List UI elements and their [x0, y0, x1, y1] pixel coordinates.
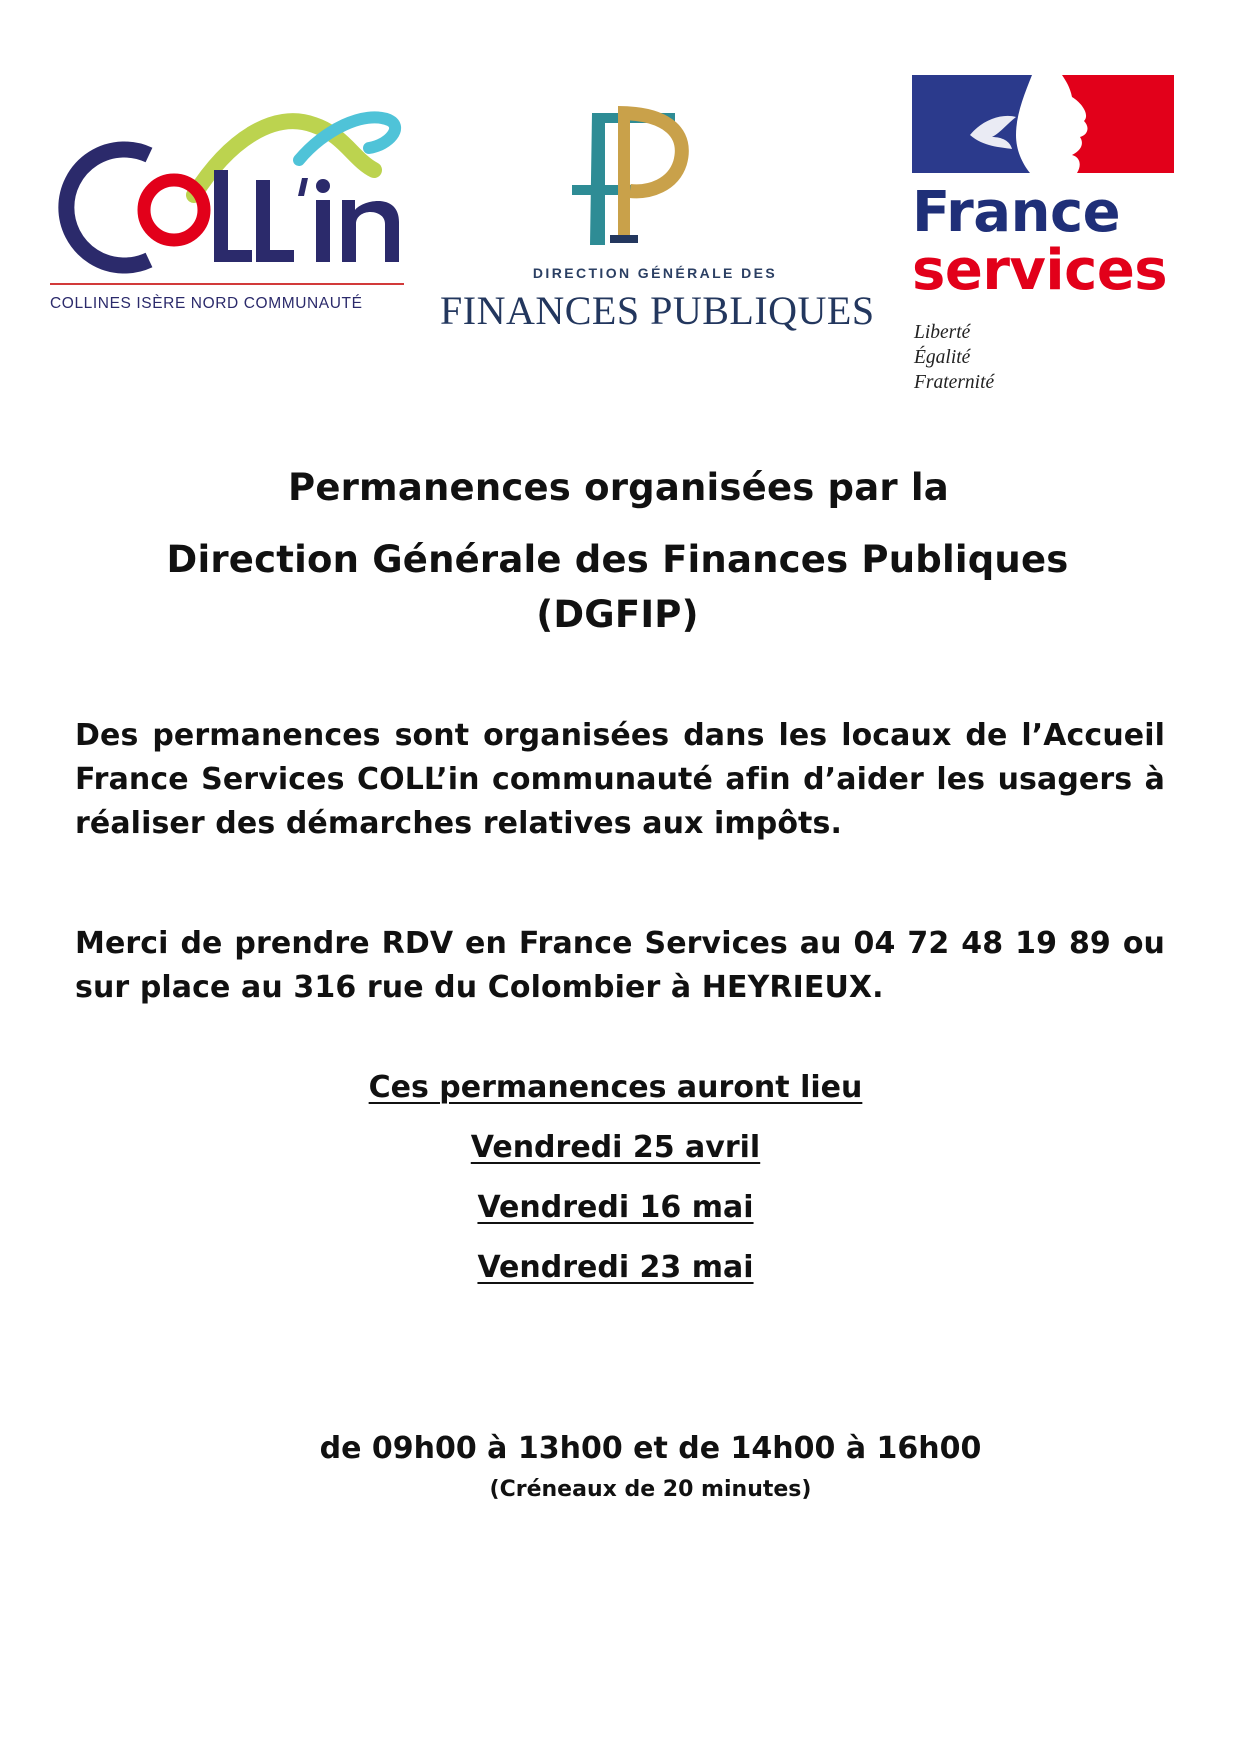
schedule-date-3 — [0, 1250, 1236, 1285]
schedule-intro-text: Ces permanences auront lieu — [368, 1070, 863, 1105]
motto-fraternite: Fraternité — [914, 372, 995, 393]
dgfip-small-line: DIRECTION GÉNÉRALE DES — [532, 265, 778, 281]
france-services-line1: France — [912, 180, 1121, 245]
marianne-emblem — [912, 75, 1174, 173]
schedule-intro — [0, 1070, 1236, 1105]
schedule-date-1 — [0, 1130, 1236, 1165]
opening-hours: de 09h00 à 13h00 et de 14h00 à 16h00 — [319, 1431, 982, 1466]
dgfip-big-line: FINANCES PUBLIQUES — [440, 288, 875, 333]
france-services-logo — [912, 75, 1182, 405]
france-services-line2: services — [912, 238, 1168, 303]
dgfip-logo — [440, 105, 875, 335]
schedule-date-2 — [0, 1190, 1236, 1225]
collin-logo-mark — [44, 100, 424, 290]
motto-liberte: Liberté — [914, 322, 971, 343]
appointment-paragraph: Merci de prendre RDV en France Services au 04 72 48 19 89 ou sur place au 316 rue du Colombier à HEYRIEUX. — [75, 926, 1165, 1005]
dgfip-emblem — [440, 105, 870, 255]
heading-line3: (DGFIP) — [536, 593, 699, 636]
collin-divider — [50, 283, 404, 285]
schedule-date-2-text: Vendredi 16 mai — [477, 1190, 754, 1225]
republic-motto — [914, 320, 994, 395]
collin-logo — [44, 100, 424, 330]
slots-note: (Créneaux de 20 minutes) — [489, 1477, 812, 1502]
schedule-date-1-text: Vendredi 25 avril — [470, 1130, 761, 1165]
collin-subtitle: COLLINES ISÈRE NORD COMMUNAUTÉ — [50, 295, 363, 312]
heading-line1: Permanences organisées par la — [288, 466, 949, 509]
heading-line2: Direction Générale des Finances Publiques — [166, 538, 1069, 581]
schedule-date-3-text: Vendredi 23 mai — [477, 1250, 754, 1285]
motto-egalite: Égalité — [914, 347, 971, 368]
info-paragraph: Des permanences sont organisées dans les locaux de l’Accueil France Services COLL’in communauté afin d’aider les usagers à réaliser des démarches relatives aux impôts. — [75, 718, 1165, 841]
